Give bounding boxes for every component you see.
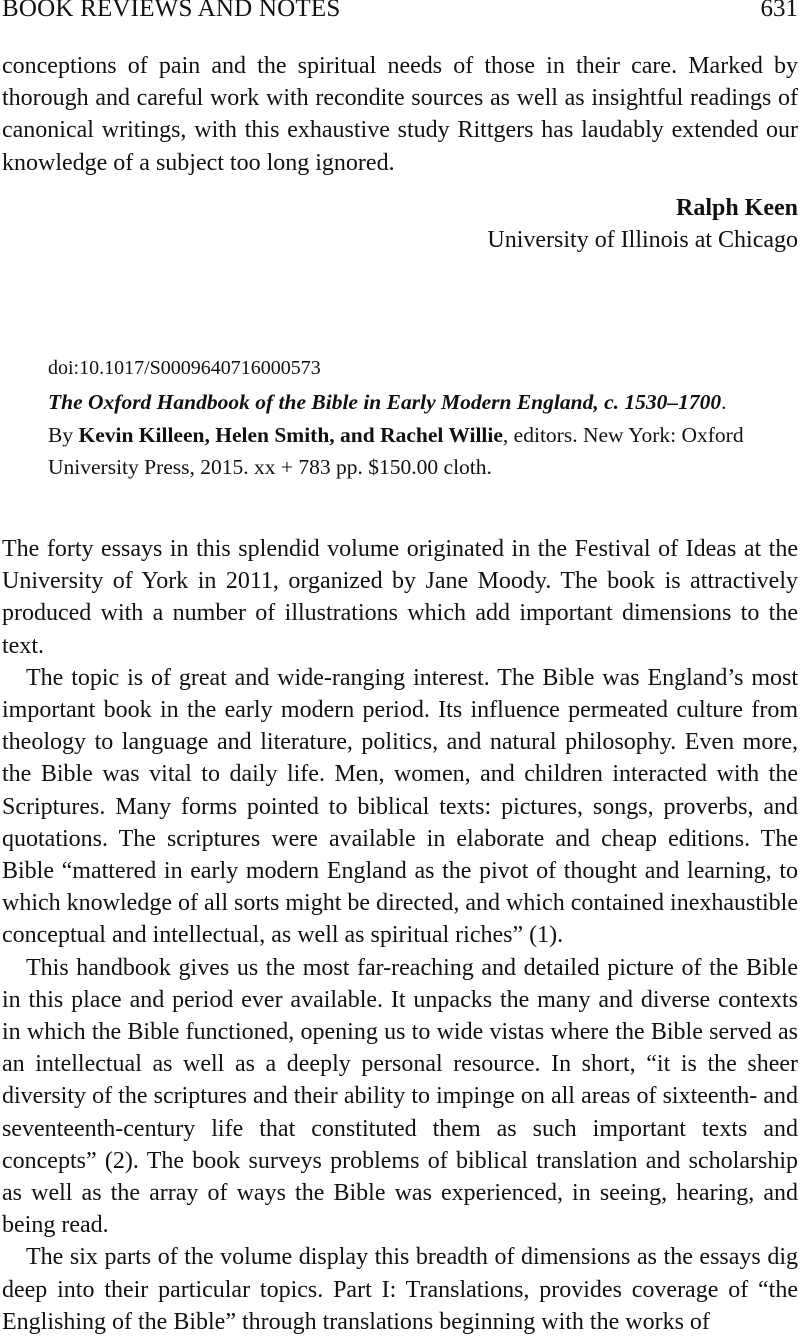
- citation-by: . By: [48, 390, 727, 447]
- previous-review-closing-paragraph: conceptions of pain and the spiritual needs of those in their care. Marked by thorough and careful work with recondite sources as well as insightful readings of canonical writings, with this exhaustive study Rittgers has laudably extended our knowledge of a subject too long ignored.: [2, 53, 798, 176]
- review-paragraph: The forty essays in this splendid volume originated in the Festival of Ideas at the University of York in 2011, organized by Jane Moody. The book is attractively produced with a number of illustrations which add important dimensions to the text.: [2, 536, 798, 659]
- doi-link[interactable]: doi:10.1017/S0009640716000573: [48, 357, 321, 379]
- publication-details: , editors. New York: Oxford University Press, 2015. xx + 783 pp. $150.00 cloth.: [48, 422, 744, 479]
- book-citation: [48, 352, 748, 484]
- reviewer-name: Ralph Keen: [675, 195, 798, 221]
- running-head-title: BOOK REVIEWS AND NOTES: [2, 0, 341, 22]
- citation-entry: [48, 386, 748, 484]
- reviewer-signature: [487, 192, 798, 256]
- review-paragraph: The topic is of great and wide-ranging interest. The Bible was England’s most important book in the early modern period. Its influence permeated culture from theology to language and literature, politics, and natural philosophy. Even more, the Bible was vital to daily life. Men, women, and children interacted with the Scriptures. Many forms pointed to biblical texts: pictures, songs, proverbs, and quotations. The scriptures were available in elaborate and cheap editions. The Bible “mattered in early modern England as the pivot of thought and learning, to which knowledge of all sorts might be directed, and which contained inexhaustible conceptual and intellectual, as well as spiritual riches” (1).: [2, 664, 798, 949]
- review-paragraph: This handbook gives us the most far-reaching and detailed picture of the Bible in this place and period ever available. It unpacks the many and diverse contexts in which the Bible functioned, opening us to wide vistas where the Bible served as an intellectual as well as a deeply personal resource. In short, “it is the sheer diversity of the scriptures and their ability to impinge on all areas of sixteenth- and seventeenth-century life that constituted them as such important texts and concepts” (2). The book surveys problems of biblical translation and scholarship as well as the array of ways the Bible was experienced, in seeing, hearing, and being read.: [2, 954, 798, 1239]
- book-editors: Kevin Killeen, Helen Smith, and Rachel Willie: [78, 422, 503, 447]
- running-head: [2, 0, 798, 24]
- review-paragraph: The six parts of the volume display this breadth of dimensions as the essays dig deep into their particular topics. Part I: Translations, provides coverage of “the Englishing of the Bible” through translations beginning with the works of: [2, 1244, 798, 1335]
- review-body: [2, 533, 798, 1338]
- reviewer-affiliation: University of Illinois at Chicago: [487, 227, 798, 253]
- page-number: 631: [760, 0, 798, 22]
- book-title: The Oxford Handbook of the Bible in Early Modern England, c. 1530–1700: [48, 390, 722, 414]
